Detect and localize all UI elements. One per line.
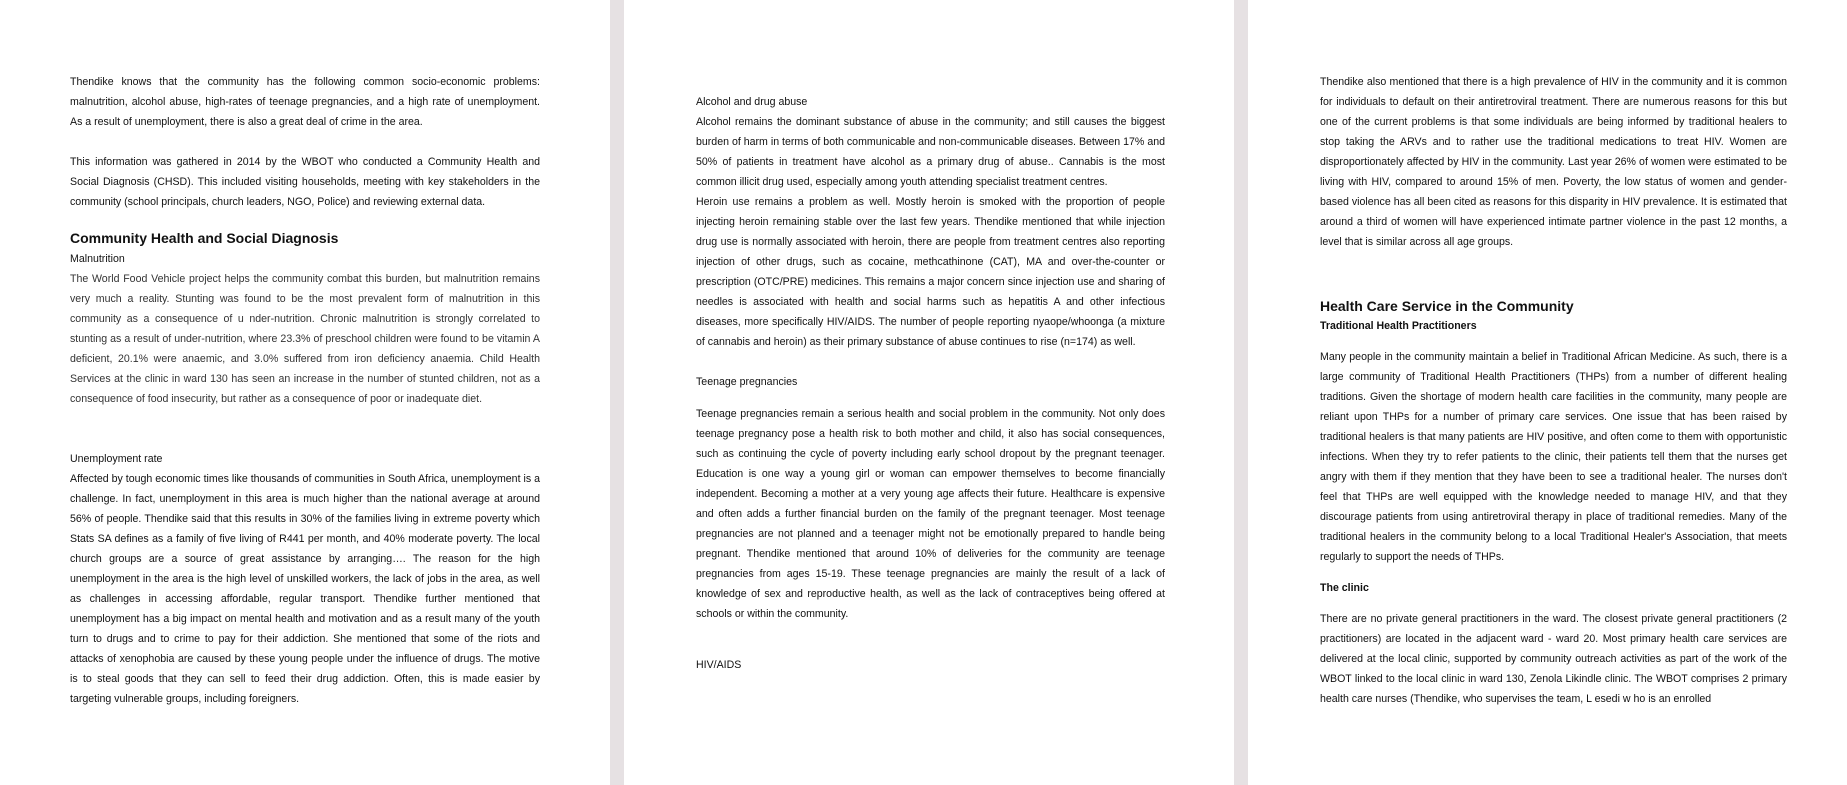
hiv-paragraph: Thendike also mentioned that there is a high prevalence of HIV in the community and it is common for individuals to default on their antiretroviral treatment. There are numerous reasons for this but one of the current problems is that some individuals are being informed by traditional healers to stop taking the ARVs and to rather use the traditional medications to treat HIV. Women are disproportionately affected by HIV in the community. Last year 26% of women were estimated to be living with HIV, compared to around 15% of men. Poverty, the low status of women and gender-based violence has all been cited as reasons for this disparity in HIV prevalence. It is estimated that around a third of women will have experienced intimate partner violence in the past 12 months, a level that is similar across all age groups. [1320, 76, 1787, 248]
page-3-text-column [1320, 72, 1787, 709]
document-page-3 [1248, 0, 1847, 785]
document-page-1 [0, 0, 610, 785]
chsd-info-paragraph: This information was gathered in 2014 by the WBOT who conducted a Community Health and Social Diagnosis (CHSD). This included visiting households, meeting with key stakeholders in the community (school principals, church leaders, NGO, Police) and reviewing external data. [70, 156, 540, 208]
alcohol-paragraph: Alcohol remains the dominant substance of abuse in the community; and still causes the biggest burden of harm in terms of both communicable and non-communicable diseases. Between 17% and 50% of patients in treatment have alcohol as a primary drug of abuse.. Cannabis is the most common illicit drug used, especially among youth attending specialist treatment centres. [696, 116, 1165, 188]
teenage-pregnancies-paragraph: Teenage pregnancies remain a serious health and social problem in the community. Not only does teenage pregnancy pose a health risk to both mother and child, it also has social consequences, such as continuing the cycle of poverty including early school dropout by the pregnant teenager. Education is one way a young girl or woman can empower themselves to become financially independent. Becoming a mother at a very young age affects their future. Healthcare is expensive and often adds a further financial burden on the family of the pregnant teenager. Most teenage pregnancies are not planned and a teenager might not be emotionally prepared to handle being pregnant. Thendike mentioned that around 10% of deliveries for the community are teenage pregnancies from ages 15-19. These teenage pregnancies are mainly the result of a lack of knowledge of sex and reproductive health, as well as the lack of contraceptives being offered at schools or within the community. [696, 408, 1165, 620]
hiv-aids-heading: HIV/AIDS [696, 659, 742, 671]
unemployment-paragraph: Affected by tough economic times like thousands of communities in South Africa, unemployment is a challenge. In fact, unemployment in this area is much higher than the national average at around 56% of people. Thendike said that this results in 30% of the families living in extreme poverty which Stats SA defines as a family of five living of R441 per month, and 40% moderate poverty. The local church groups are a source of great assistance by arranging…. The reason for the high unemployment in the area is the high level of unskilled workers, the lack of jobs in the area, as well as challenges in accessing affordable, regular transport. Thendike further mentioned that unemployment has a big impact on mental health and motivation and as a result many of the youth turn to drugs and to crime to pay for their addiction. She mentioned that some of the riots and attacks of xenophobia are caused by these young people under the influence of drugs. The motive is to steal goods that they can sell to feed their drug addiction. Often, this is made easier by targeting vulnerable groups, including foreigners. [70, 473, 540, 705]
clinic-heading: The clinic [1320, 582, 1369, 594]
thp-heading: Traditional Health Practitioners [1320, 320, 1477, 332]
malnutrition-heading: Malnutrition [70, 253, 125, 265]
section-heading-chsd: Community Health and Social Diagnosis [70, 230, 339, 246]
clinic-paragraph: There are no private general practitioners in the ward. The closest private general practitioners (2 practitioners) are located in the adjacent ward - ward 20. Most primary health care services are delivered at the local clinic, supported by community outreach activities as part of the work of the WBOT linked to the local clinic in ward 130, Zenola Likindle clinic. The WBOT comprises 2 primary health care nurses (Thendike, who supervises the team, L esedi w ho is an enrolled [1320, 613, 1787, 705]
section-heading-health-care: Health Care Service in the Community [1320, 298, 1574, 314]
alcohol-heading: Alcohol and drug abuse [696, 96, 808, 108]
document-page-2 [624, 0, 1234, 785]
unemployment-heading: Unemployment rate [70, 453, 163, 465]
teenage-pregnancies-heading: Teenage pregnancies [696, 376, 798, 388]
heroin-paragraph: Heroin use remains a problem as well. Mostly heroin is smoked with the proportion of people injecting heroin remaining stable over the last few years. Thendike mentioned that while injection drug use is normally associated with heroin, there are people from treatment centres also reporting injection of other drugs, such as cocaine, methcathinone (CAT), MA and over-the-counter or prescription (OTC/PRE) medicines. This remains a major concern since injection use and sharing of needles is associated with health and social harms such as hepatitis A and other infectious diseases, more specifically HIV/AIDS. The number of people reporting nyaope/whoonga (a mixture of cannabis and heroin) as their primary substance of abuse continues to rise (n=174) as well. [696, 196, 1165, 348]
page-2-text-column [696, 92, 1165, 675]
page-1-text-column [70, 72, 540, 709]
intro-paragraph: Thendike knows that the community has the following common socio-economic problems: malnutrition, alcohol abuse, high-rates of teenage pregnancies, and a high rate of unemployment. As a result of unemployment, there is also a great deal of crime in the area. [70, 76, 540, 128]
thp-paragraph: Many people in the community maintain a belief in Traditional African Medicine. As such, there is a large community of Traditional Health Practitioners (THPs) from a number of different healing traditions. Given the shortage of modern health care facilities in the community, many people are reliant upon THPs for a number of primary care services. One issue that has been raised by traditional healers is that many patients are HIV positive, and often come to them with opportunistic infections. When they try to refer patients to the clinic, their patients tell them that the nurses get angry with them if they mention that they have been to see a traditional healer. The nurses don't feel that THPs are well equipped with the knowledge needed to manage HIV, and that they discourage patients from using antiretroviral therapy in place of traditional remedies. Many of the traditional healers in the community belong to a local Traditional Healer's Association, that meets regularly to support the needs of THPs. [1320, 351, 1787, 563]
malnutrition-paragraph: The World Food Vehicle project helps the community combat this burden, but malnutrition remains very much a reality. Stunting was found to be the most prevalent form of malnutrition in this community as a consequence of u nder-nutrition. Chronic malnutrition is strongly correlated to stunting as a result of under-nutrition, where 23.3% of preschool children were found to be vitamin A deficient, 20.1% were anaemic, and 3.0% suffered from iron deficiency anaemia. Child Health Services at the clinic in ward 130 has seen an increase in the number of stunted children, not as a consequence of food insecurity, but rather as a consequence of poor or inadequate diet. [70, 273, 540, 405]
